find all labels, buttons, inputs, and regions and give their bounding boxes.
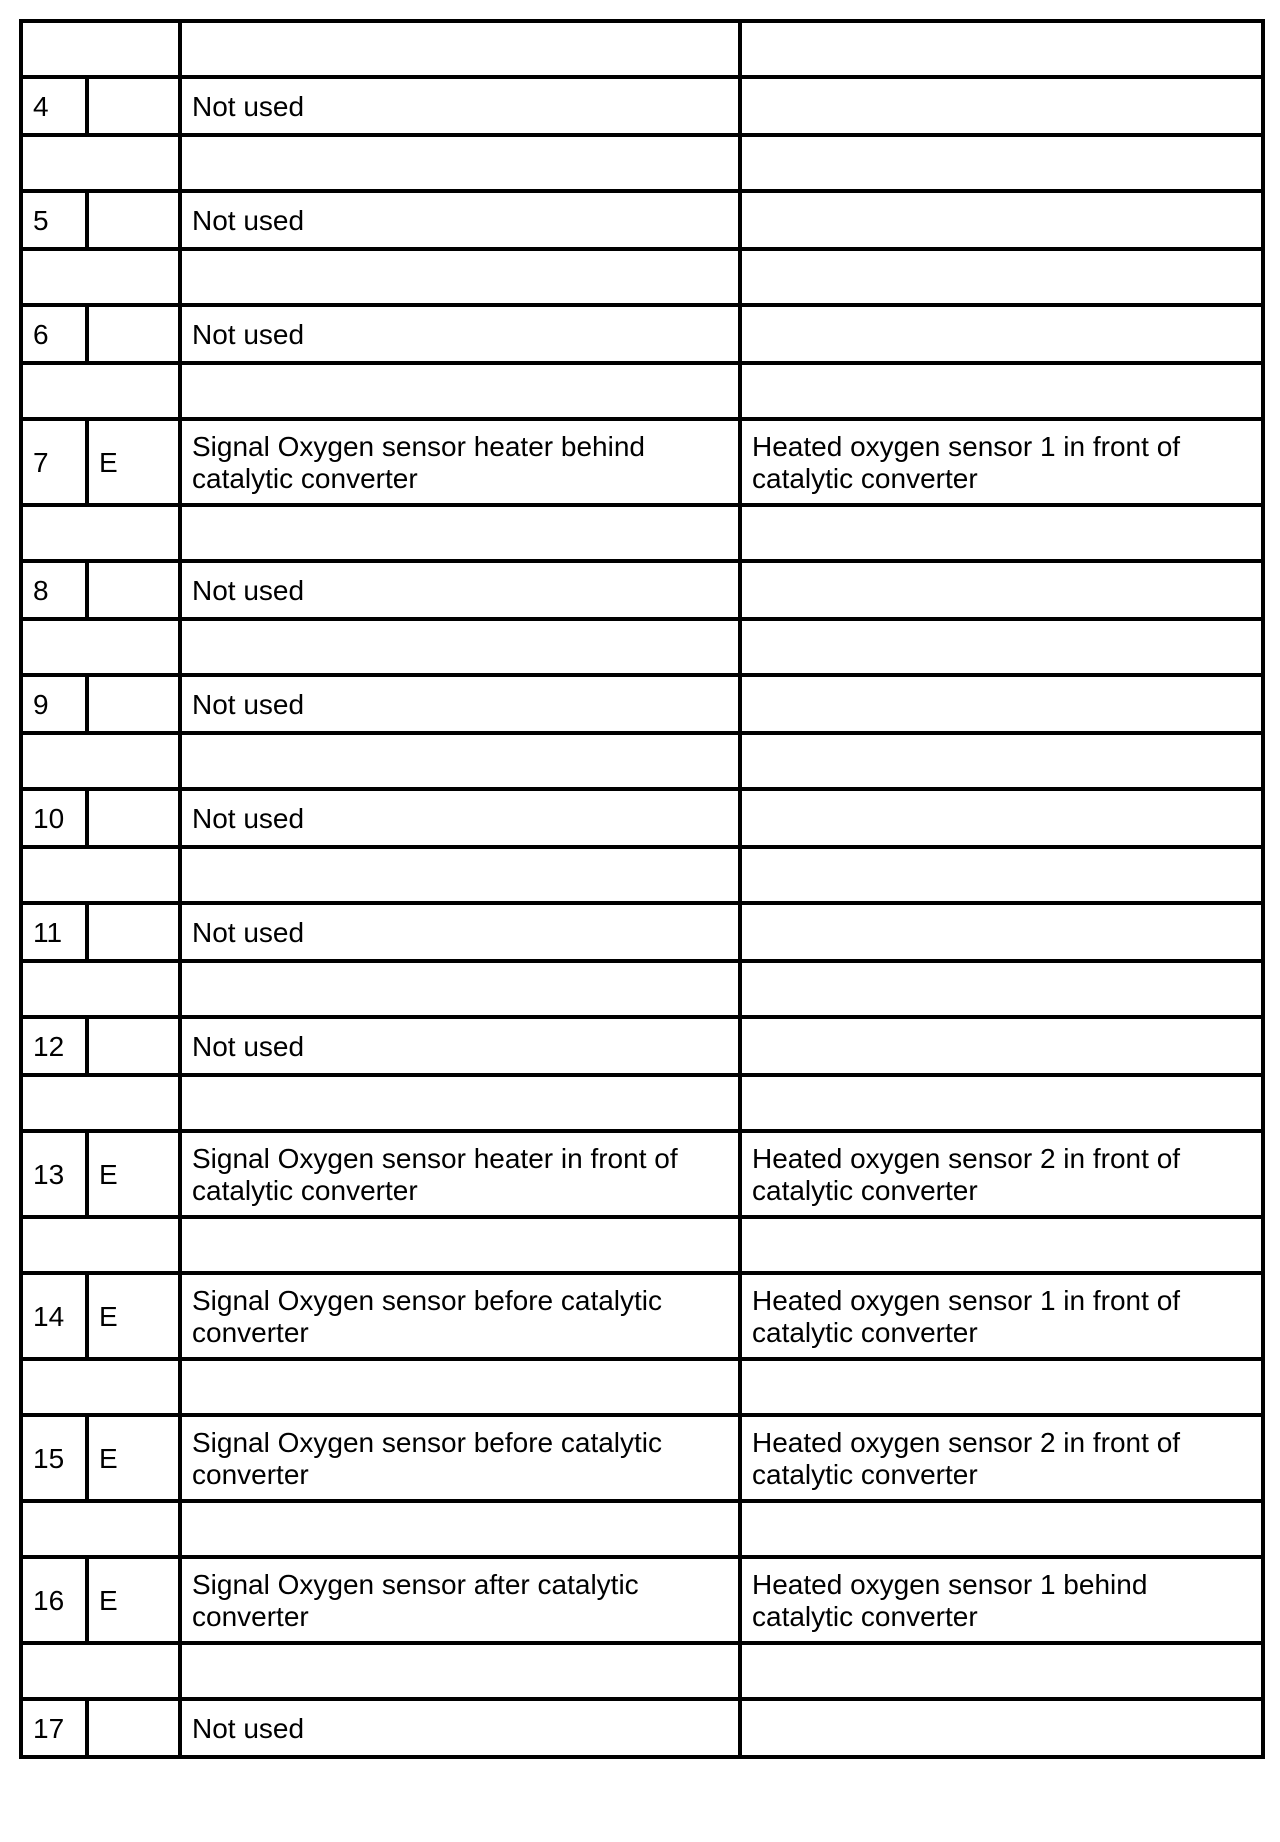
spacer-pin-cell [21,847,180,903]
signal-description-cell: Not used [180,1699,740,1757]
spacer-signal-cell [180,619,740,675]
spacer-pin-cell [21,619,180,675]
table-row [21,1273,1263,1359]
spacer-signal-cell [180,847,740,903]
spacer-component-cell [740,505,1263,561]
component-cell [740,191,1263,249]
pin-number-cell: 16 [21,1557,87,1643]
signal-code-cell [87,675,180,733]
table-row [21,191,1263,249]
component-cell [740,561,1263,619]
component-cell: Heated oxygen sensor 1 behind catalytic converter [740,1557,1263,1643]
table-row [21,903,1263,961]
spacer-signal-cell [180,505,740,561]
spacer-pin-cell [21,21,180,77]
table-row [21,789,1263,847]
spacer-row [21,135,1263,191]
spacer-row [21,1643,1263,1699]
signal-code-cell: E [87,1415,180,1501]
spacer-component-cell [740,249,1263,305]
spacer-component-cell [740,363,1263,419]
pin-number-cell: 15 [21,1415,87,1501]
component-cell [740,903,1263,961]
pin-number-cell: 7 [21,419,87,505]
signal-description-cell: Signal Oxygen sensor before catalytic converter [180,1273,740,1359]
pin-number-cell: 4 [21,77,87,135]
pin-number-cell: 5 [21,191,87,249]
spacer-component-cell [740,21,1263,77]
spacer-signal-cell [180,1075,740,1131]
signal-code-cell: E [87,1131,180,1217]
spacer-signal-cell [180,1501,740,1557]
pin-number-cell: 12 [21,1017,87,1075]
spacer-component-cell [740,847,1263,903]
component-cell: Heated oxygen sensor 2 in front of catalytic converter [740,1415,1263,1501]
signal-description-cell: Not used [180,675,740,733]
spacer-pin-cell [21,1359,180,1415]
table-row [21,77,1263,135]
signal-description-cell: Not used [180,561,740,619]
signal-code-cell [87,1699,180,1757]
spacer-pin-cell [21,1501,180,1557]
spacer-row [21,249,1263,305]
spacer-signal-cell [180,733,740,789]
pin-number-cell: 11 [21,903,87,961]
table-row [21,305,1263,363]
signal-code-cell [87,191,180,249]
spacer-pin-cell [21,1643,180,1699]
table-row [21,1557,1263,1643]
spacer-pin-cell [21,135,180,191]
spacer-row [21,733,1263,789]
spacer-component-cell [740,1217,1263,1273]
signal-description-cell: Signal Oxygen sensor heater behind catalytic converter [180,419,740,505]
spacer-pin-cell [21,961,180,1017]
spacer-component-cell [740,1075,1263,1131]
spacer-pin-cell [21,1075,180,1131]
pin-number-cell: 17 [21,1699,87,1757]
signal-code-cell: E [87,1557,180,1643]
signal-description-cell: Not used [180,305,740,363]
signal-code-cell [87,77,180,135]
component-cell [740,305,1263,363]
component-cell: Heated oxygen sensor 1 in front of catalytic converter [740,419,1263,505]
pin-number-cell: 14 [21,1273,87,1359]
signal-description-cell: Signal Oxygen sensor after catalytic converter [180,1557,740,1643]
signal-description-cell: Not used [180,903,740,961]
spacer-row [21,505,1263,561]
spacer-component-cell [740,1643,1263,1699]
spacer-row [21,847,1263,903]
pin-number-cell: 9 [21,675,87,733]
table-row [21,675,1263,733]
signal-code-cell [87,903,180,961]
spacer-component-cell [740,1501,1263,1557]
signal-code-cell: E [87,419,180,505]
pin-number-cell: 10 [21,789,87,847]
table-row [21,1131,1263,1217]
spacer-signal-cell [180,135,740,191]
spacer-row [21,1075,1263,1131]
spacer-component-cell [740,135,1263,191]
table-row [21,419,1263,505]
spacer-signal-cell [180,249,740,305]
spacer-signal-cell [180,1359,740,1415]
signal-description-cell: Not used [180,789,740,847]
spacer-pin-cell [21,733,180,789]
pin-assignment-table [19,19,1265,1759]
signal-code-cell [87,305,180,363]
table-row [21,1415,1263,1501]
spacer-signal-cell [180,1217,740,1273]
signal-code-cell [87,789,180,847]
pin-number-cell: 6 [21,305,87,363]
spacer-pin-cell [21,249,180,305]
spacer-row [21,1217,1263,1273]
spacer-pin-cell [21,1217,180,1273]
spacer-component-cell [740,733,1263,789]
spacer-component-cell [740,619,1263,675]
signal-description-cell: Not used [180,77,740,135]
spacer-row [21,363,1263,419]
spacer-row [21,619,1263,675]
table-row [21,561,1263,619]
component-cell [740,675,1263,733]
pin-number-cell: 13 [21,1131,87,1217]
pin-number-cell: 8 [21,561,87,619]
signal-code-cell [87,1017,180,1075]
spacer-signal-cell [180,363,740,419]
spacer-component-cell [740,1359,1263,1415]
table-row [21,1699,1263,1757]
component-cell: Heated oxygen sensor 2 in front of catalytic converter [740,1131,1263,1217]
signal-description-cell: Not used [180,191,740,249]
signal-description-cell: Signal Oxygen sensor before catalytic converter [180,1415,740,1501]
component-cell [740,1699,1263,1757]
spacer-pin-cell [21,363,180,419]
table-row [21,1017,1263,1075]
signal-code-cell [87,561,180,619]
spacer-row [21,961,1263,1017]
signal-description-cell: Not used [180,1017,740,1075]
component-cell [740,789,1263,847]
pin-table-body [21,21,1263,1757]
spacer-row [21,1501,1263,1557]
component-cell [740,77,1263,135]
signal-code-cell: E [87,1273,180,1359]
spacer-signal-cell [180,21,740,77]
component-cell [740,1017,1263,1075]
signal-description-cell: Signal Oxygen sensor heater in front of catalytic converter [180,1131,740,1217]
spacer-pin-cell [21,505,180,561]
component-cell: Heated oxygen sensor 1 in front of catalytic converter [740,1273,1263,1359]
spacer-signal-cell [180,1643,740,1699]
spacer-row [21,21,1263,77]
spacer-component-cell [740,961,1263,1017]
spacer-signal-cell [180,961,740,1017]
spacer-row [21,1359,1263,1415]
